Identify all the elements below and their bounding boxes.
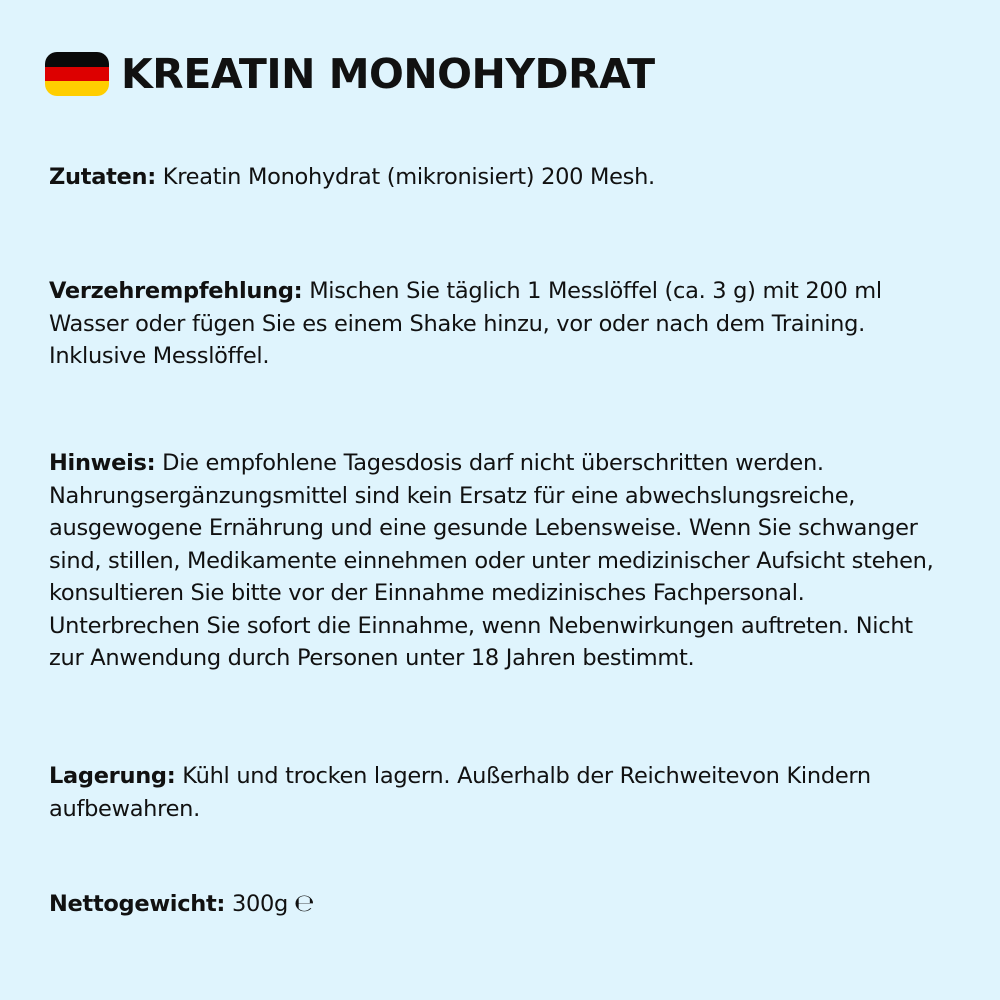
ingredients-text: Kreatin Monohydrat (mikronisiert) 200 Mesh. [155, 164, 655, 190]
notice-text: Die empfohlene Tagesdosis darf nicht überschritten werden. Nahrungsergänzungsmittel sind kein Ersatz für eine abwechslungsreiche, ausgewogene Ernährung und eine gesunde Lebensweise. Wenn Sie schwanger sind, stillen, Medikamente einnehmen oder unter medizinischer Aufsicht stehen, konsultieren Sie bitte vor der Einnahme medizinisches Fachpersonal. Unterbrechen Sie sofort die Einnahme, wenn Nebenwirkungen auftreten. Nicht zur Anwendung durch Personen unter 18 Jahren bestimmt. [49, 450, 934, 671]
net-weight-value: 300g [225, 891, 289, 917]
notice-label: Hinweis: [49, 450, 156, 476]
flag-stripe-red [45, 67, 109, 82]
usage-recommendation-text: Mischen Sie täglich 1 Messlöffel (ca. 3 g) mit 200 ml Wasser oder fügen Sie es einem Shake hinzu, vor oder nach dem Training. Inklusive Messlöffel. [49, 278, 882, 369]
flag-stripe-black [45, 52, 109, 67]
net-weight-section [49, 888, 949, 921]
german-flag-icon [45, 52, 109, 96]
page-title: KREATIN MONOHYDRAT [121, 50, 655, 98]
storage-section [49, 760, 949, 825]
flag-stripe-gold [45, 81, 109, 96]
estimated-sign-icon: ℮ [294, 889, 315, 917]
usage-recommendation-label: Verzehrempfehlung: [49, 278, 303, 304]
storage-label: Lagerung: [49, 763, 176, 789]
net-weight-label: Nettogewicht: [49, 891, 226, 917]
ingredients-label: Zutaten: [49, 164, 156, 190]
ingredients-section [49, 161, 949, 194]
notice-section [49, 447, 954, 675]
storage-text: Kühl und trocken lagern. Außerhalb der Reichweitevon Kindern aufbewahren. [49, 763, 871, 822]
page-header [45, 48, 655, 100]
usage-recommendation-section [49, 275, 949, 373]
